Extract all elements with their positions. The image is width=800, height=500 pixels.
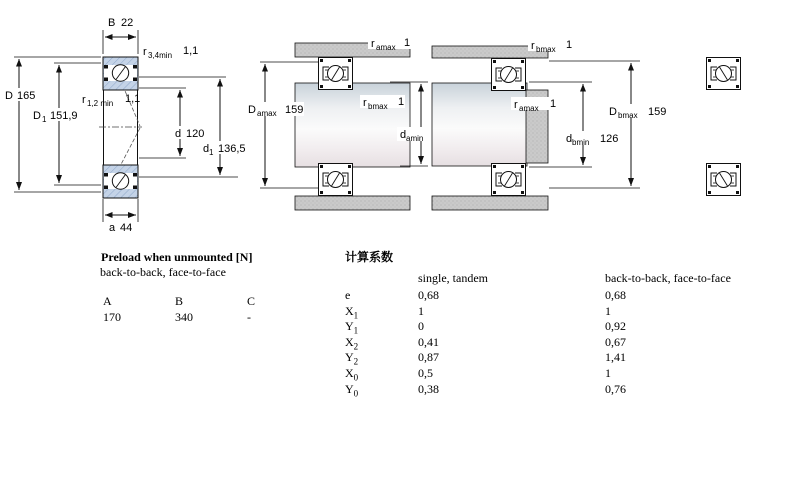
svg-text:120: 120: [186, 128, 205, 140]
arrangement-b-diagram: [432, 38, 800, 210]
svg-text:bmax: bmax: [618, 111, 638, 120]
svg-text:r: r: [371, 38, 375, 50]
svg-text:159: 159: [648, 106, 667, 118]
dim-a: [103, 199, 138, 234]
svg-text:r: r: [514, 99, 518, 111]
preload-col-A: A: [103, 294, 112, 308]
label-r34: [143, 45, 198, 60]
preload-subtitle: back-to-back, face-to-face: [100, 265, 226, 279]
dim-D1: [31, 63, 101, 185]
svg-text:D: D: [248, 104, 256, 116]
svg-text:r: r: [363, 97, 367, 109]
factors-col-single: single, tandem: [418, 271, 488, 285]
svg-text:bmax: bmax: [536, 45, 556, 54]
shaft-section: [432, 83, 527, 166]
svg-text:r: r: [143, 46, 147, 58]
svg-text:136,5: 136,5: [218, 143, 246, 155]
svg-text:d: d: [400, 129, 407, 141]
svg-text:1: 1: [398, 96, 405, 108]
svg-text:amax: amax: [376, 43, 396, 52]
label-ramax-a: [368, 36, 418, 52]
dim-B: [103, 17, 138, 54]
preload-value-A: 170: [103, 310, 121, 324]
preload-value-C: -: [247, 310, 251, 324]
svg-text:159: 159: [285, 104, 304, 116]
svg-text:D: D: [33, 110, 41, 122]
svg-text:amin: amin: [406, 134, 424, 143]
svg-text:44: 44: [120, 222, 133, 234]
svg-text:1: 1: [566, 39, 573, 51]
bearing-pair-bottom: [492, 164, 800, 196]
svg-text:B: B: [108, 17, 116, 29]
bearing-drawings: [0, 0, 800, 244]
preload-col-B: B: [175, 294, 184, 308]
datasheet-page: B 22 a 44 D 165 D 1 151,9 d 120 d 1 136,5 r 3,4min 1,1 r 1,2 min 1,1 D amax 159 d amin r amax 1 r bmax 1 D bmax 159 d bmin 126 r bmax 1 r amax 1 Preload when unmounted [N] back-to-back, face-to-face A B C 170 340 - 计算系数 single, tandem back-to-back, face-to-face e 0,68 0,68 $X_1$ 1 1 $Y_1$ 0 0,92 $X_2$ 0,41 0,67 $Y_2$ 0,87 1,41 $X_0$ 0,5 1 $Y_0$ 0,38 0,76: [0, 0, 800, 500]
dim-D: [2, 57, 101, 192]
svg-text:1: 1: [209, 148, 214, 157]
svg-text:r: r: [531, 40, 535, 52]
svg-text:amax: amax: [257, 109, 277, 118]
bearing-top-section: [103, 57, 138, 90]
svg-text:bmax: bmax: [368, 102, 388, 111]
housing-bottom: [295, 196, 410, 210]
bearing-cross-section-diagram: [2, 17, 250, 234]
dim-Dbmax: [549, 61, 668, 188]
svg-text:126: 126: [600, 133, 619, 145]
housing-bottom: [432, 196, 548, 210]
label-ramax-b: [511, 97, 559, 113]
svg-text:151,9: 151,9: [50, 110, 78, 122]
preload-col-C: C: [247, 294, 256, 308]
svg-text:d: d: [566, 133, 573, 145]
svg-text:d: d: [175, 128, 182, 140]
label-rbmax-b: [528, 38, 575, 54]
dim-d: [139, 88, 208, 158]
svg-text:1: 1: [404, 37, 411, 49]
svg-text:165: 165: [17, 90, 36, 102]
svg-text:D: D: [5, 90, 13, 102]
bearing-pair-top: [492, 59, 800, 91]
svg-text:3,4min: 3,4min: [148, 51, 173, 60]
svg-text:D: D: [609, 106, 617, 118]
preload-title: Preload when unmounted [N]: [101, 250, 253, 264]
svg-text:1,2 min: 1,2 min: [87, 99, 114, 108]
svg-text:bmin: bmin: [572, 138, 590, 147]
svg-text:1,1: 1,1: [183, 45, 199, 57]
svg-text:d: d: [203, 143, 210, 155]
bearing-bottom-section: [103, 165, 138, 198]
bearing-pair-bottom: [319, 164, 741, 196]
preload-value-B: 340: [175, 310, 193, 324]
factors-col-btb: back-to-back, face-to-face: [605, 271, 731, 285]
svg-text:1: 1: [42, 115, 47, 124]
svg-text:1: 1: [550, 98, 557, 110]
svg-text:a: a: [109, 222, 116, 234]
factors-title: 计算系数: [345, 250, 394, 264]
svg-text:r: r: [82, 94, 86, 106]
svg-text:1,1: 1,1: [125, 93, 141, 105]
svg-text:amax: amax: [519, 104, 539, 113]
svg-text:22: 22: [121, 17, 134, 29]
